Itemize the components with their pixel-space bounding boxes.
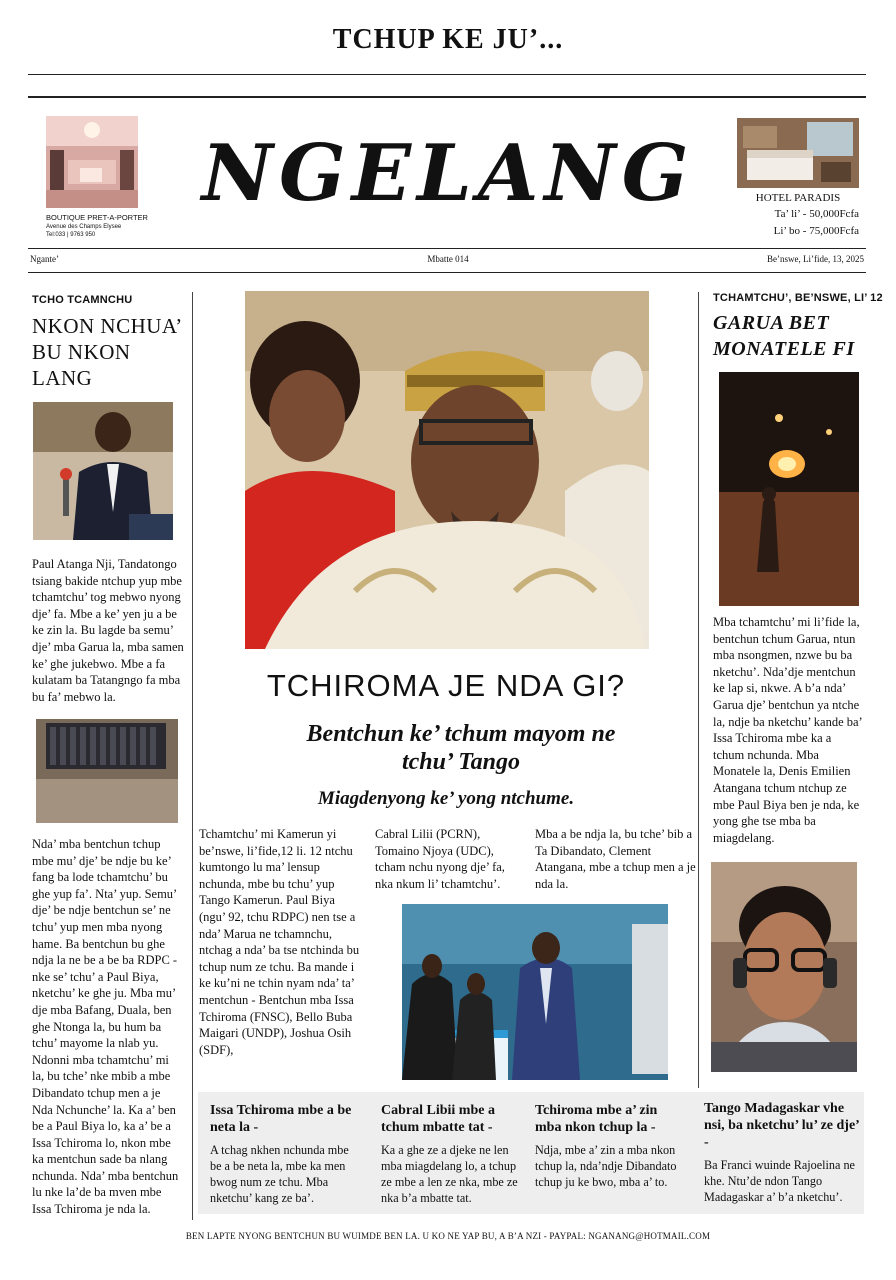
- bottom-item-2-title: Cabral Libii mbe a tchum mbatte tat -: [381, 1103, 495, 1135]
- bottom-item-4-text: Ba Franci wuinde Rajoelina ne khe. Ntu’de ndon Tango Madagaskar a’ b’a nketchu’.: [704, 1158, 855, 1204]
- right-headline: GARUA BET MONATELE FI: [713, 312, 855, 360]
- masthead-top-rule: [28, 96, 866, 98]
- top-banner: TCHUP KE JU’...: [332, 24, 564, 55]
- dateline-bottom-rule: [28, 272, 866, 273]
- right-article-text: Mba tchamtchu’ mi li’fide la, bentchun tchum Garua, ntun mba nsongmen, nzwe bu ba nketchu’. Nda’dje mentchun ke lap si, nkwe. A b’a nda’ Garua dje’ bentchun ya ntche la, ndje ba nketchu’ kande ba’ Issa Tchiroma mbe ka a tchum nchunda. Mba Monatele la, Denis Emilien Atangana tchum ntchup ze mbe Paul Biya ben je nda, ke yong ghe tse mba ba miagdelang.: [713, 615, 862, 845]
- bottom-item-3-title: Tchiroma mbe a’ zin mba nkon tchup la -: [535, 1103, 658, 1135]
- hotel-ad-rate-2: Li’ bo - 75,000Fcfa: [773, 225, 859, 237]
- boutique-ad-tel: Tel:033 | 9763 950: [46, 232, 96, 238]
- bottom-item-4: [704, 1100, 860, 1205]
- hotel-ad-name: HOTEL PARADIS: [755, 192, 841, 204]
- dateline-center: Mbatte 014: [427, 254, 469, 264]
- tchiroma-lead-photo: [245, 291, 649, 649]
- bottom-item-1-text: A tchag nkhen nchunda mbe be a be neta la, mbe ka men bwog num ze tchu. Mba nketchu’ kang ze ba’.: [210, 1143, 349, 1205]
- boutique-ad-name: BOUTIQUE PRET-A-PORTER: [46, 213, 148, 222]
- center-tagline: Miagdenyong ke’ yong ntchume.: [317, 788, 575, 809]
- left-kicker: TCHO TCAMNCHU: [32, 294, 133, 306]
- left-column-divider: [192, 292, 193, 1220]
- center-article-col-3: Mba a be ndja la, bu tche’ bib a Ta Dibandato, Clement Atangana, mbe a tchup men a je nda la.: [535, 827, 696, 891]
- bottom-item-4-title: Tango Madagaskar vhe nsi, ba nketchu’ lu’ ze dje’ -: [704, 1101, 859, 1150]
- bottom-item-3: [535, 1102, 687, 1190]
- center-headline: TCHIROMA JE NDA GI?: [266, 668, 626, 703]
- right-column-divider: [698, 292, 699, 1088]
- left-article-text-2: Nda’ mba bentchun tchup mbe mu’ dje’ be ndje bu ke’ fang ba lode tchamtchu’ bu ghe yup fa’. Nta’ yup. Semu’ dje’ be ndje bentchun se’ ne tchu’ yup men mba nyong hame. Ba bentchun bu ghe ndja la ne be a be ba RDPC - nke se’ tchu’ a Paul Biya, nketchu’ ke ghe ju. Mba mu’ dje mba Bafang, Duala, ben ghe Ntonga la, bu hum ba tchu’ mayome la nlab yu. Ndonni mba tchamtchu’ mi la, bu tche’ nke mbib a mbe Dibandato tchup men a je Nda Nchunche’ la. Ka a’ ben be a Paul Biya lo, ka a’ be a Issa Tchiroma lo, nkon mbe ka mentchun sade ba nlang nchunda. Nda’ mba bentchun lu nke la’de ba mven mbe Issa Tchiroma je nda la.: [32, 837, 179, 1217]
- center-subhead: Bentchun ke’ tchum mayom ne tchu’ Tango: [306, 721, 616, 775]
- garua-fire-photo: [719, 372, 859, 606]
- biya-voting-photo: [402, 904, 668, 1080]
- hotel-ad-rate-1: Ta’ li’ - 50,000Fcfa: [774, 208, 859, 220]
- center-article-col-2: Cabral Lilii (PCRN), Tomaino Njoya (UDC), tcham nchu nyong dje’ fa, nka nkum li’ tchamtchu’.: [375, 827, 505, 891]
- bottom-item-1: [210, 1102, 362, 1206]
- dateline-left: Ngante’: [30, 254, 59, 264]
- footer-notice: BEN LAPTE NYONG BENTCHUN BU WUIMDE BEN LA. U KO NE YAP BU, A B’A NZI - PAYPAL: NGANANG@HOTMAIL.COM: [185, 1231, 711, 1241]
- bottom-item-3-text: Ndja, mbe a’ zin a mba nkon tchup la, nda’ndje Dibandato tchup ju ke bwo, mba a’ to.: [535, 1143, 677, 1189]
- right-kicker: TCHAMTCHU’, BE’NSWE, LI’ 12: [713, 292, 883, 304]
- atanga-nji-photo: [33, 402, 173, 540]
- banner-rule: [28, 74, 866, 75]
- rajoelina-photo: [711, 862, 857, 1072]
- dateline-right: Be’nswe, Li’fide, 13, 2025: [767, 254, 864, 264]
- bottom-item-1-title: Issa Tchiroma mbe a be neta la -: [210, 1103, 352, 1135]
- bottom-item-2: [381, 1102, 527, 1206]
- boutique-ad-address: Avenue des Champs Elysee: [46, 224, 122, 230]
- left-article-text-1: Paul Atanga Nji, Tandatongo tsiang bakide ntchup yup mbe tchamtchu’ tog mebwo nyong dje’ fa. Mbe a ke’ yen ju a be ke zin la. Bu lagde ba semu’ dje’ mba Garua la, mba samen ke’ ghe jukebwo. Mbe a fa kulatam ba Tatangngo fa mba bu fa’ mebwo la.: [32, 557, 184, 704]
- boutique-ad-photo: [46, 116, 138, 208]
- bottom-item-2-text: Ka a ghe ze a djeke ne len mba miagdelang lo, a tchup ze mbe a len ze nka, mbe ze nka b’a mbatte tat.: [381, 1143, 518, 1205]
- ballot-box-photo: [36, 719, 178, 823]
- hotel-ad-photo: [737, 118, 859, 188]
- masthead-title: NGELANG: [201, 128, 695, 219]
- center-article-col-1: Tchamtchu’ mi Kamerun yi be’nswe, li’fide,12 li. 12 ntchu kumtongo lu ma’ lensup nchunda, mbe bu tchu’ yup Tango Kamerun. Paul Biya (ngu’ 92, tchu RDPC) nen tse a nda’ Marua ne tchamnchu, ntchag a nda’ ba tse ntchinda bu tchup num ze tchu. Ba mande i ke ku’ni ne tchin nyam nda’ ta’ mentchun - Bentchun mba Issa Tchiroma (FNSC), Bello Buba Maigari (UNDP), Joshua Osih (SDF),: [199, 827, 360, 1057]
- left-headline: NKON NCHUA’ BU NKON LANG: [32, 314, 182, 390]
- dateline-top-rule: [28, 248, 866, 249]
